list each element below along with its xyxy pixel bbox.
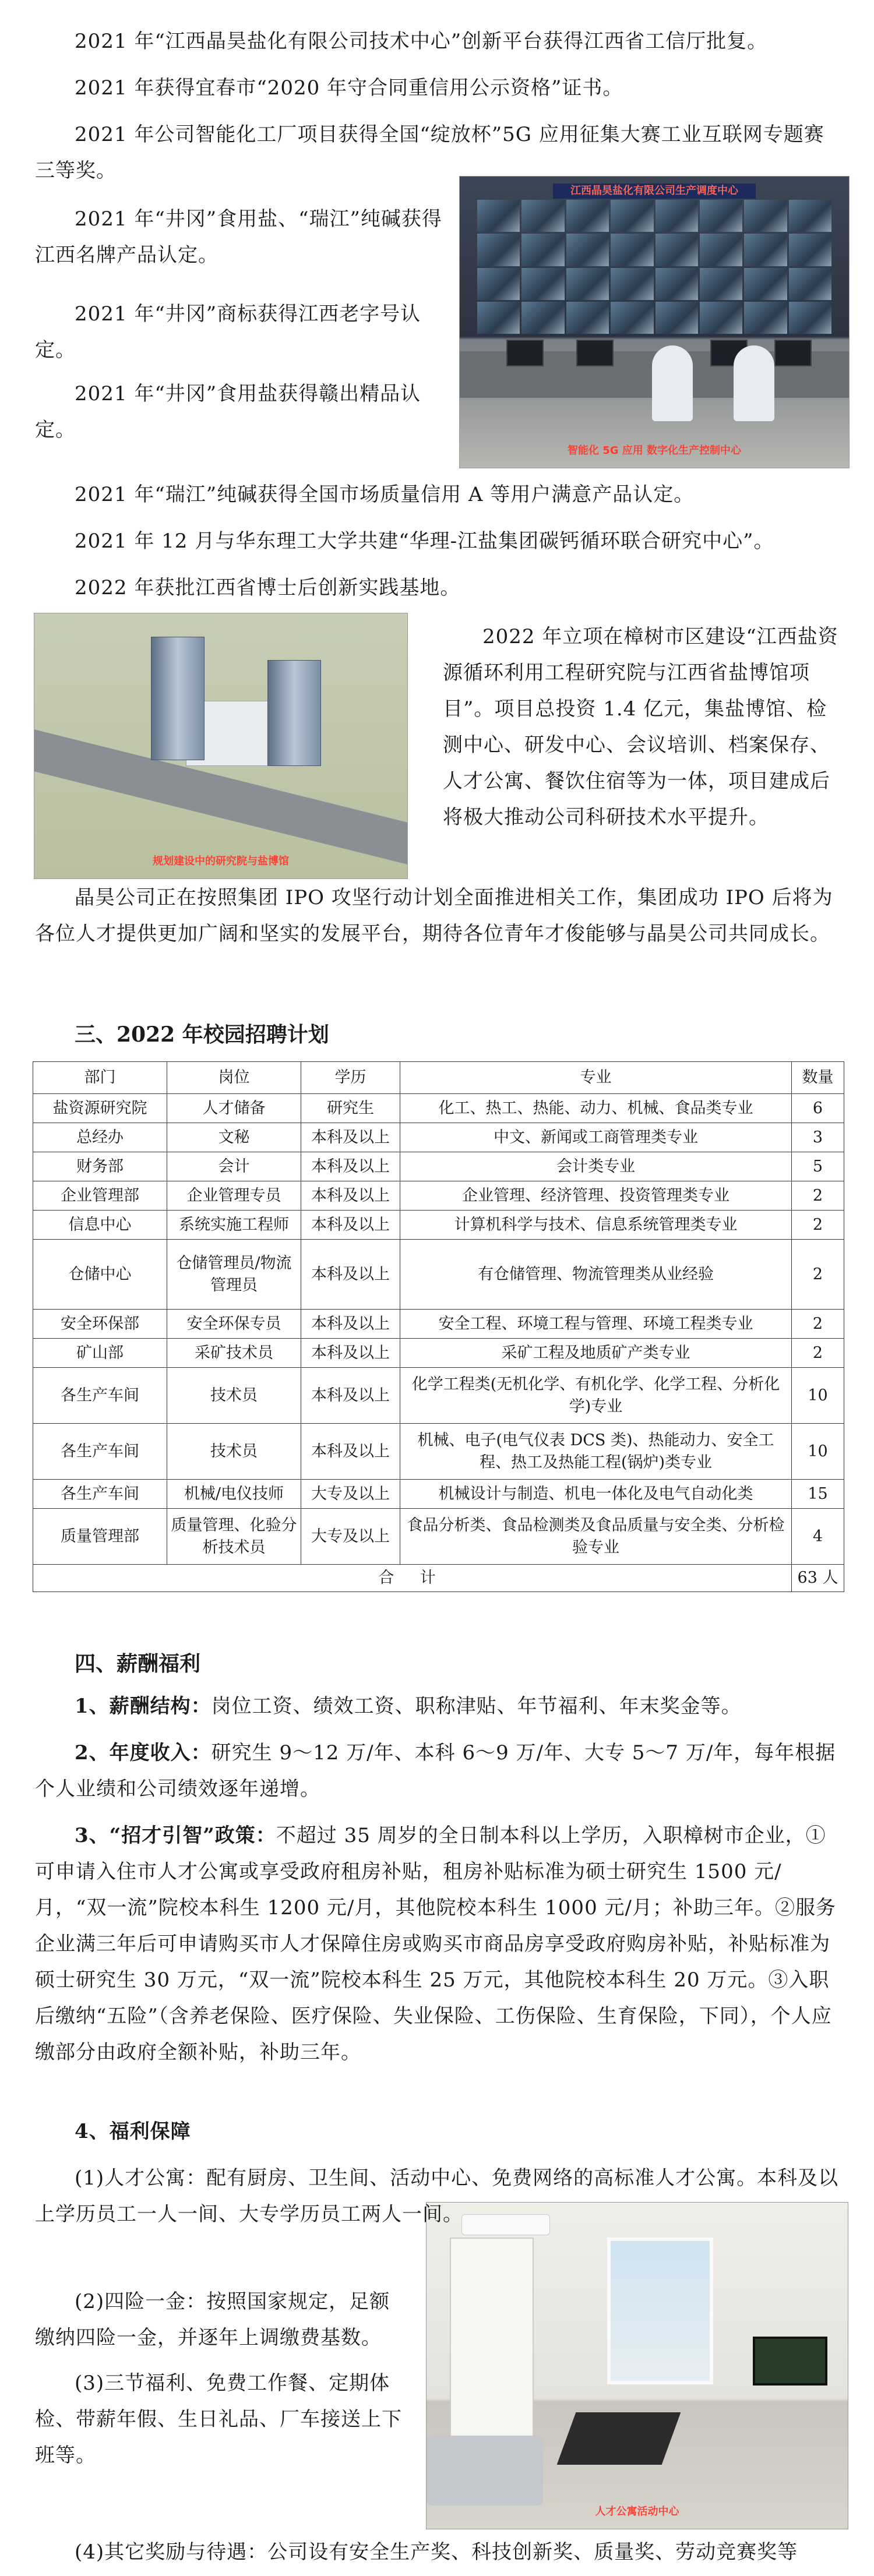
table-row bbox=[33, 1424, 844, 1480]
welfare-item bbox=[35, 2160, 839, 2232]
table-cell: 采矿技术员 bbox=[167, 1339, 301, 1368]
annual-income-label: 2、年度收入： bbox=[75, 1741, 212, 1765]
table-cell: 本科及以上 bbox=[301, 1152, 400, 1181]
table-cell: 2 bbox=[792, 1240, 844, 1310]
table-row bbox=[33, 1152, 844, 1181]
total-value: 63 人 bbox=[792, 1565, 844, 1592]
table-row bbox=[33, 1123, 844, 1152]
table-cell: 化学工程类(无机化学、有机化学、化学工程、分析化学)专业 bbox=[400, 1368, 792, 1424]
table-cell: 2 bbox=[792, 1211, 844, 1240]
welfare-item: (3)三节福利、免费工作餐、定期体检、带薪年假、生日礼品、厂车接送上下班等。 bbox=[35, 2372, 402, 2467]
section-heading: 三、2022 年校园招聘计划 bbox=[75, 1022, 329, 1047]
welfare-item-text: (1)人才公寓：配有厨房、卫生间、活动中心、免费网络的高标准人才公寓。本科及以上学历员工一人一间、大专学历员工两人一间。 bbox=[35, 2166, 839, 2226]
table-cell: 盐资源研究院 bbox=[33, 1094, 167, 1123]
column-header: 学历 bbox=[301, 1062, 400, 1094]
salary-structure-text: 岗位工资、绩效工资、职称津贴、年节福利、年末奖金等。 bbox=[211, 1695, 742, 1718]
table-cell: 3 bbox=[792, 1123, 844, 1152]
talent-policy-text: 不超过 35 周岁的全日制本科以上学历，入职樟树市企业，①可申请入住市人才公寓或享受政府租房补贴，租房补贴标准为硕士研究生 1500 元/月，“双一流”院校本科生 1200 元/月，其他院校本科生 1000 元/月；补助三年。②服务企业满三年后可申请购买市人才保障住房或购买市商品房享受政府购房补贴，补贴标准为硕士研究生 30 万元，“双一流”院校本科生 25 万元，其他院校本科生 20 万元。③入职后缴纳“五险”（含养老保险、医疗保险、失业保险、工伤保险、生育保险，下同），个人应缴部分由政府全额补贴，补助三年。 bbox=[35, 1824, 836, 2064]
table-cell: 人才储备 bbox=[167, 1094, 301, 1123]
paragraph: 2021 年获得宜春市“2020 年守合同重信用公示资格”证书。 bbox=[75, 76, 623, 100]
table-cell: 本科及以上 bbox=[301, 1368, 400, 1424]
apartment-photo bbox=[426, 2202, 848, 2529]
table-row bbox=[33, 1094, 844, 1123]
table-cell: 机械设计与制造、机电一体化及电气自动化类 bbox=[400, 1480, 792, 1509]
paragraph: 2021 年“井冈”食用盐、“瑞江”纯碱获得江西名牌产品认定。 bbox=[35, 207, 442, 267]
table-cell: 本科及以上 bbox=[301, 1424, 400, 1480]
table-row bbox=[33, 1480, 844, 1509]
table-cell: 10 bbox=[792, 1368, 844, 1424]
table-cell: 系统实施工程师 bbox=[167, 1211, 301, 1240]
table-cell: 仓储中心 bbox=[33, 1240, 167, 1310]
table-row bbox=[33, 1310, 844, 1339]
salary-structure bbox=[35, 1688, 839, 1724]
table-cell: 技术员 bbox=[167, 1368, 301, 1424]
annual-income-text: 研究生 9～12 万/年、本科 6～9 万/年、大专 5～7 万/年，每年根据个人业绩和公司绩效逐年递增。 bbox=[35, 1741, 836, 1801]
video-wall bbox=[477, 200, 831, 334]
table-cell: 大专及以上 bbox=[301, 1480, 400, 1509]
column-header: 岗位 bbox=[167, 1062, 301, 1094]
table-row bbox=[33, 1509, 844, 1565]
paragraph: 2021 年“井冈”商标获得江西老字号认定。 bbox=[35, 302, 421, 362]
table-cell: 大专及以上 bbox=[301, 1509, 400, 1565]
table-cell: 仓储管理员/物流管理员 bbox=[167, 1240, 301, 1310]
paragraph: 2021 年“井冈”食用盐获得赣出精品认定。 bbox=[35, 382, 421, 442]
recruitment-table bbox=[33, 1061, 844, 1592]
table-cell: 15 bbox=[792, 1480, 844, 1509]
table-cell: 安全环保专员 bbox=[167, 1310, 301, 1339]
photo-caption: 智能化 5G 应用 数字化生产控制中心 bbox=[567, 444, 742, 457]
table-row bbox=[33, 1339, 844, 1368]
table-cell: 各生产车间 bbox=[33, 1480, 167, 1509]
table-cell: 中文、新闻或工商管理类专业 bbox=[400, 1123, 792, 1152]
welfare-heading: 4、福利保障 bbox=[75, 2120, 191, 2143]
control-room-photo bbox=[459, 176, 850, 468]
table-cell: 质量管理、化验分析技术员 bbox=[167, 1509, 301, 1565]
photo-banner: 江西晶昊盐化有限公司生产调度中心 bbox=[553, 184, 756, 199]
table-cell: 质量管理部 bbox=[33, 1509, 167, 1565]
table-cell: 2 bbox=[792, 1310, 844, 1339]
total-label: 合 计 bbox=[33, 1565, 792, 1592]
paragraph: 2021 年 12 月与华东理工大学共建“华理-江盐集团碳钙循环联合研究中心”。 bbox=[75, 530, 774, 553]
table-total-row bbox=[33, 1565, 844, 1592]
table-cell: 安全环保部 bbox=[33, 1310, 167, 1339]
table-cell: 采矿工程及地质矿产类专业 bbox=[400, 1339, 792, 1368]
table-cell: 本科及以上 bbox=[301, 1240, 400, 1310]
table-cell: 6 bbox=[792, 1094, 844, 1123]
table-row bbox=[33, 1181, 844, 1211]
table-row bbox=[33, 1211, 844, 1240]
salary-structure-label: 1、薪酬结构： bbox=[75, 1695, 212, 1718]
table-cell: 安全工程、环境工程与管理、环境工程类专业 bbox=[400, 1310, 792, 1339]
table-cell: 5 bbox=[792, 1152, 844, 1181]
table-cell: 2 bbox=[792, 1181, 844, 1211]
table-cell: 文秘 bbox=[167, 1123, 301, 1152]
column-header: 数量 bbox=[792, 1062, 844, 1094]
table-row bbox=[33, 1368, 844, 1424]
table-cell: 各生产车间 bbox=[33, 1424, 167, 1480]
table-cell: 本科及以上 bbox=[301, 1123, 400, 1152]
table-cell: 本科及以上 bbox=[301, 1339, 400, 1368]
paragraph: 2021 年公司智能化工厂项目获得全国“绽放杯”5G 应用征集大赛工业互联网专题赛三等奖。 bbox=[35, 123, 824, 182]
table-cell: 有仓储管理、物流管理类从业经验 bbox=[400, 1240, 792, 1310]
table-cell: 机械、电子(电气仪表 DCS 类)、热能动力、安全工程、热工及热能工程(锅炉)类专业 bbox=[400, 1424, 792, 1480]
table-cell: 会计 bbox=[167, 1152, 301, 1181]
paragraph: 晶昊公司正在按照集团 IPO 攻坚行动计划全面推进相关工作，集团成功 IPO 后将为各位人才提供更加广阔和坚实的发展平台，期待各位青年才俊能够与晶昊公司共同成长。 bbox=[35, 886, 833, 945]
annual-income bbox=[35, 1735, 839, 1807]
table-cell: 研究生 bbox=[301, 1094, 400, 1123]
photo-caption: 规划建设中的研究院与盐博馆 bbox=[153, 855, 289, 867]
table-cell: 企业管理、经济管理、投资管理类专业 bbox=[400, 1181, 792, 1211]
building-render-photo bbox=[34, 613, 408, 879]
table-row bbox=[33, 1240, 844, 1310]
table-cell: 会计类专业 bbox=[400, 1152, 792, 1181]
table-cell: 本科及以上 bbox=[301, 1181, 400, 1211]
table-cell: 4 bbox=[792, 1509, 844, 1565]
table-cell: 财务部 bbox=[33, 1152, 167, 1181]
column-header: 专业 bbox=[400, 1062, 792, 1094]
table-cell: 计算机科学与技术、信息系统管理类专业 bbox=[400, 1211, 792, 1240]
photo-caption: 人才公寓活动中心 bbox=[595, 2506, 679, 2518]
talent-policy-label: 3、“招才引智”政策： bbox=[75, 1824, 276, 1847]
column-header: 部门 bbox=[33, 1062, 167, 1094]
talent-policy bbox=[35, 1818, 839, 2070]
table-cell: 10 bbox=[792, 1424, 844, 1480]
table-cell: 技术员 bbox=[167, 1424, 301, 1480]
table-header-row bbox=[33, 1062, 844, 1094]
table-cell: 总经办 bbox=[33, 1123, 167, 1152]
table-cell: 化工、热工、热能、动力、机械、食品类专业 bbox=[400, 1094, 792, 1123]
table-cell: 各生产车间 bbox=[33, 1368, 167, 1424]
welfare-item: (4)其它奖励与待遇：公司设有安全生产奖、科技创新奖、质量奖、劳动竞赛奖等 bbox=[75, 2540, 798, 2564]
table-cell: 本科及以上 bbox=[301, 1310, 400, 1339]
welfare-item: (2)四险一金：按照国家规定，足额缴纳四险一金，并逐年上调缴费基数。 bbox=[35, 2290, 390, 2349]
paragraph: 2021 年“瑞江”纯碱获得全国市场质量信用 A 等用户满意产品认定。 bbox=[75, 483, 695, 506]
table-cell: 机械/电仪技师 bbox=[167, 1480, 301, 1509]
table-cell: 企业管理专员 bbox=[167, 1181, 301, 1211]
table-cell: 矿山部 bbox=[33, 1339, 167, 1368]
table-cell: 企业管理部 bbox=[33, 1181, 167, 1211]
table-cell: 食品分析类、食品检测类及食品质量与安全类、分析检验专业 bbox=[400, 1509, 792, 1565]
paragraph: 2021 年“江西晶昊盐化有限公司技术中心”创新平台获得江西省工信厅批复。 bbox=[75, 30, 768, 53]
section-heading: 四、薪酬福利 bbox=[75, 1652, 201, 1676]
table-cell: 本科及以上 bbox=[301, 1211, 400, 1240]
project-paragraph: 2022 年立项在樟树市区建设“江西盐资源循环利用工程研究院与江西省盐博馆项目”。项目总投资 1.4 亿元，集盐博馆、检测中心、研发中心、会议培训、档案保存、人才公寓、餐饮住宿等为一体，项目建成后将极大推动公司科研技术水平提升。 bbox=[443, 625, 838, 829]
table-cell: 2 bbox=[792, 1339, 844, 1368]
paragraph: 2022 年获批江西省博士后创新实践基地。 bbox=[75, 576, 461, 599]
table-cell: 信息中心 bbox=[33, 1211, 167, 1240]
